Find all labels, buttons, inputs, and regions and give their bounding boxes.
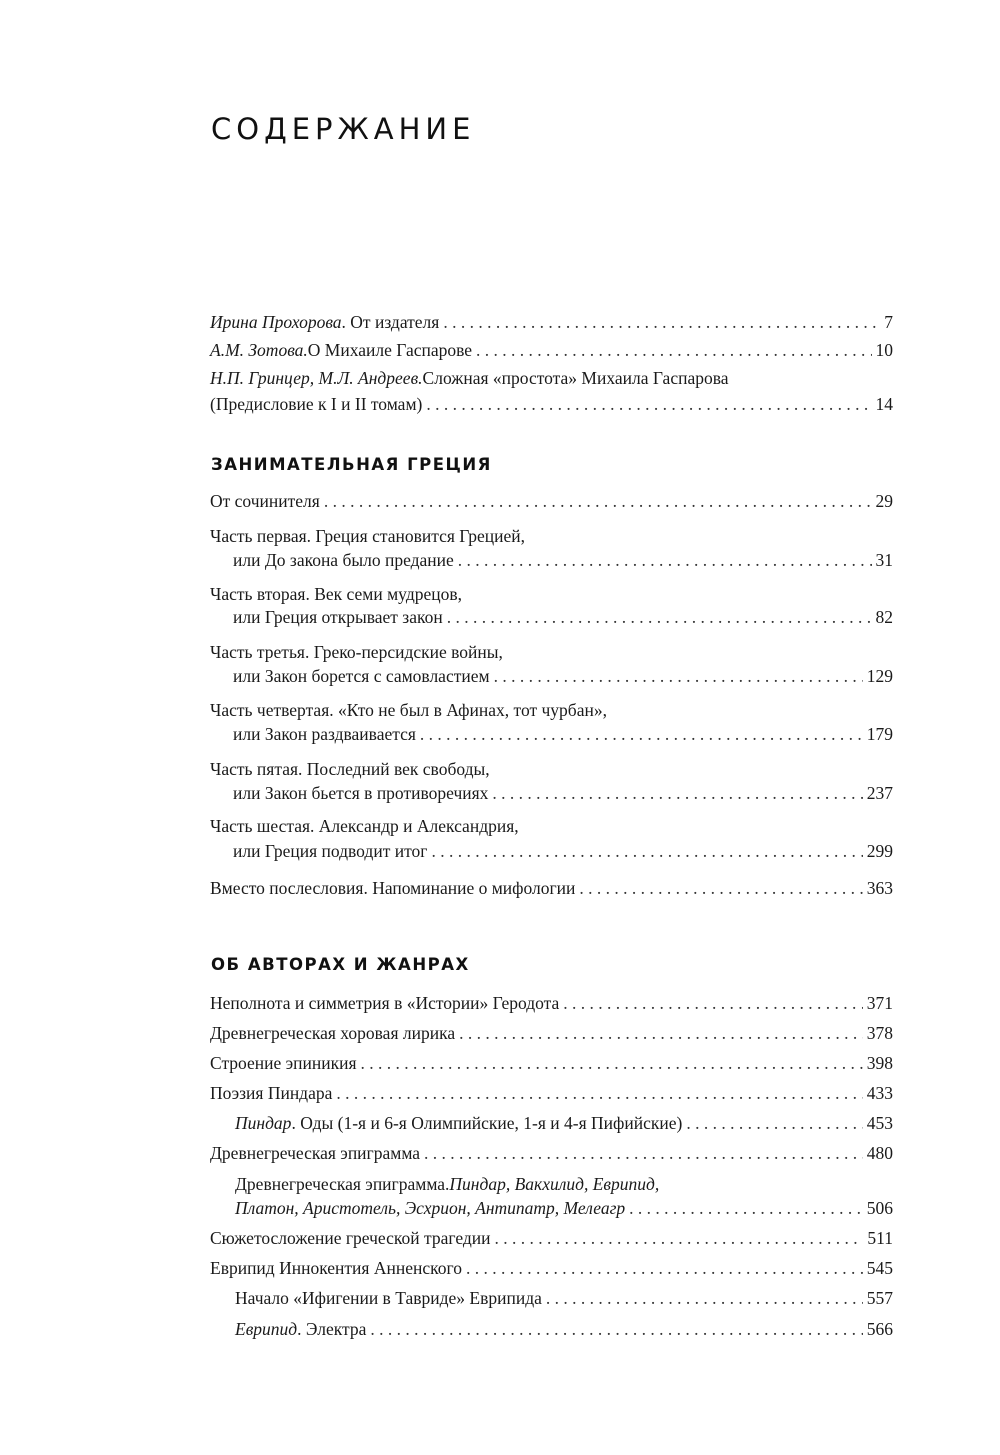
page-number: 371 — [866, 993, 893, 1013]
toc-entry[interactable] — [210, 757, 893, 805]
toc-entry-line — [210, 839, 893, 863]
toc-entry-line — [210, 1051, 893, 1075]
dot-leader — [426, 392, 871, 416]
entry-author: А.М. Зотова. — [210, 340, 308, 360]
toc-entry-line — [210, 1172, 893, 1196]
toc-entry[interactable] — [210, 582, 893, 629]
entry-author: Пиндар — [235, 1113, 292, 1133]
entry-title: или Греция открывает закон — [233, 607, 443, 627]
page-number: 545 — [866, 1258, 893, 1278]
entry-title: Часть третья. Греко-персидские войны, — [210, 642, 503, 662]
dot-leader — [629, 1196, 863, 1220]
dot-leader — [495, 1226, 864, 1250]
entry-author: Пиндар, Вакхилид, Еврипид, — [449, 1174, 660, 1194]
page-number: 433 — [866, 1083, 893, 1103]
toc-entry-line — [210, 1286, 893, 1310]
entry-title: или Закон борется с самовластием — [233, 666, 490, 686]
dot-leader — [336, 1081, 862, 1105]
toc-entry[interactable] — [210, 1226, 893, 1250]
page-number: 511 — [867, 1228, 893, 1248]
page-number: 179 — [866, 724, 893, 744]
page-number: 398 — [866, 1053, 893, 1073]
entry-title: Еврипид Иннокентия Анненского — [210, 1258, 462, 1278]
toc-entry-line — [210, 664, 893, 688]
entry-title: Часть вторая. Век семи мудрецов, — [210, 584, 462, 604]
entry-title: или Закон бьется в противоречиях — [233, 783, 489, 803]
entry-title: Древнегреческая эпиграмма — [210, 1143, 421, 1163]
toc-entry-line — [210, 640, 893, 664]
entry-title: О Михаиле Гаспарове — [307, 340, 473, 360]
entry-title: Часть пятая. Последний век свободы, — [210, 759, 490, 779]
toc-entry-line — [210, 1256, 893, 1280]
toc-entry[interactable] — [210, 1021, 893, 1045]
dot-leader — [370, 1317, 862, 1341]
dot-leader — [420, 722, 863, 746]
entry-title: От сочинителя — [210, 491, 320, 511]
toc-entry-line — [210, 489, 893, 513]
toc-entry[interactable] — [210, 524, 893, 572]
toc-entry[interactable] — [210, 1172, 893, 1220]
entry-author: Н.П. Гринцер, М.Л. Андреев. — [210, 368, 423, 388]
dot-leader — [424, 1141, 863, 1165]
dot-leader — [494, 664, 863, 688]
toc-entry-line — [210, 392, 893, 416]
entry-title: Неполнота и симметрия в «Истории» Геродота — [210, 993, 560, 1013]
toc-entry[interactable] — [210, 1051, 893, 1075]
toc-entry[interactable] — [210, 1286, 893, 1310]
entry-title: или Закон раздваивается — [233, 724, 416, 744]
toc-entry-line — [210, 338, 893, 362]
entry-title: Поэзия Пиндара — [210, 1083, 333, 1103]
page-number: 10 — [875, 340, 893, 360]
page-number: 480 — [866, 1143, 893, 1163]
entry-title: Строение эпиникия — [210, 1053, 357, 1073]
toc-entry[interactable] — [210, 1141, 893, 1165]
page-number: 566 — [866, 1319, 893, 1339]
page-number: 378 — [866, 1023, 893, 1043]
toc-entry-line — [210, 991, 893, 1015]
page-number: 557 — [866, 1288, 893, 1308]
page-number: 14 — [875, 394, 893, 414]
toc-entry[interactable] — [210, 338, 893, 362]
entry-title: Начало «Ифигении в Тавриде» Еврипида — [235, 1288, 542, 1308]
toc-entry-line — [210, 1111, 893, 1135]
toc-entry-line — [210, 814, 893, 838]
page-number: 237 — [866, 783, 893, 803]
page-number: 29 — [875, 491, 893, 511]
dot-leader — [492, 781, 862, 805]
toc-entry-line — [210, 781, 893, 805]
dot-leader — [458, 548, 872, 572]
entry-title: или Греция подводит итог — [233, 841, 428, 861]
toc-entry-line — [210, 1141, 893, 1165]
page-number: 299 — [866, 841, 893, 861]
dot-leader — [431, 839, 862, 863]
dot-leader — [324, 489, 872, 513]
page-number: 7 — [884, 312, 893, 332]
dot-leader — [459, 1021, 863, 1045]
toc-entry-line — [210, 757, 893, 781]
toc-entry[interactable] — [210, 1081, 893, 1105]
toc-entry[interactable] — [210, 991, 893, 1015]
entry-title: (Предисловие к I и II томам) — [210, 394, 423, 414]
toc-entry-line — [210, 1021, 893, 1045]
toc-entry-line — [210, 524, 893, 548]
toc-entry[interactable] — [210, 310, 893, 334]
toc-entry[interactable] — [210, 1256, 893, 1280]
dot-leader — [546, 1286, 863, 1310]
toc-entry-line — [210, 1226, 893, 1250]
entry-title: Часть шестая. Александр и Александрия, — [210, 816, 519, 836]
toc-entry-line — [210, 605, 893, 629]
entry-author: Платон, Аристотель, Эсхрион, Антипатр, Мелеагр — [235, 1198, 626, 1218]
dot-leader — [443, 310, 880, 334]
entry-title: Сложная «простота» Михаила Гаспарова — [422, 368, 729, 388]
section-heading: ОБ АВТОРАХ И ЖАНРАХ — [211, 955, 470, 974]
toc-entry[interactable] — [210, 698, 893, 746]
page-number: 31 — [875, 550, 893, 570]
toc-entry-line — [210, 876, 893, 900]
entry-title: Часть первая. Греция становится Грецией, — [210, 526, 526, 546]
toc-entry[interactable] — [210, 489, 893, 513]
entry-title: или До закона было предание — [233, 550, 454, 570]
dot-leader — [466, 1256, 863, 1280]
entry-title: Древнегреческая хоровая лирика — [210, 1023, 456, 1043]
toc-entry-line — [210, 548, 893, 572]
dot-leader — [579, 876, 862, 900]
toc-entry[interactable] — [210, 366, 893, 416]
toc-entry-line — [210, 366, 893, 390]
dot-leader — [447, 605, 872, 629]
toc-entry-line — [210, 582, 893, 606]
page-number: 506 — [866, 1198, 893, 1218]
page-number: 82 — [875, 607, 893, 627]
entry-title: Древнегреческая эпиграмма. — [235, 1174, 450, 1194]
page-number: 129 — [866, 666, 893, 686]
page-title: СОДЕРЖАНИЕ — [211, 112, 476, 146]
toc-entry[interactable] — [210, 1317, 893, 1341]
dot-leader — [361, 1051, 863, 1075]
toc-entry[interactable] — [210, 876, 893, 900]
toc-entry-line — [210, 1317, 893, 1341]
entry-title: Часть четвертая. «Кто не был в Афинах, тот чурбан», — [210, 700, 607, 720]
entry-title: . От издателя — [341, 312, 440, 332]
entry-author: Ирина Прохорова — [210, 312, 342, 332]
toc-entry[interactable] — [210, 814, 893, 863]
page-number: 363 — [866, 878, 893, 898]
entry-title: Вместо послесловия. Напоминание о мифологии — [210, 878, 576, 898]
toc-entry-line — [210, 1196, 893, 1220]
dot-leader — [476, 338, 871, 362]
toc-entry[interactable] — [210, 1111, 893, 1135]
page-number: 453 — [866, 1113, 893, 1133]
section-heading: ЗАНИМАТЕЛЬНАЯ ГРЕЦИЯ — [211, 455, 492, 474]
toc-entry-line — [210, 698, 893, 722]
entry-title: Сюжетосложение греческой трагедии — [210, 1228, 491, 1248]
entry-title: . Электра — [297, 1319, 367, 1339]
dot-leader — [686, 1111, 862, 1135]
toc-entry-line — [210, 1081, 893, 1105]
toc-entry-line — [210, 310, 893, 334]
toc-entry-line — [210, 722, 893, 746]
entry-title: . Оды (1-я и 6-я Олимпийские, 1-я и 4-я Пифийские) — [291, 1113, 683, 1133]
entry-author: Еврипид — [235, 1319, 298, 1339]
toc-entry[interactable] — [210, 640, 893, 688]
dot-leader — [563, 991, 862, 1015]
